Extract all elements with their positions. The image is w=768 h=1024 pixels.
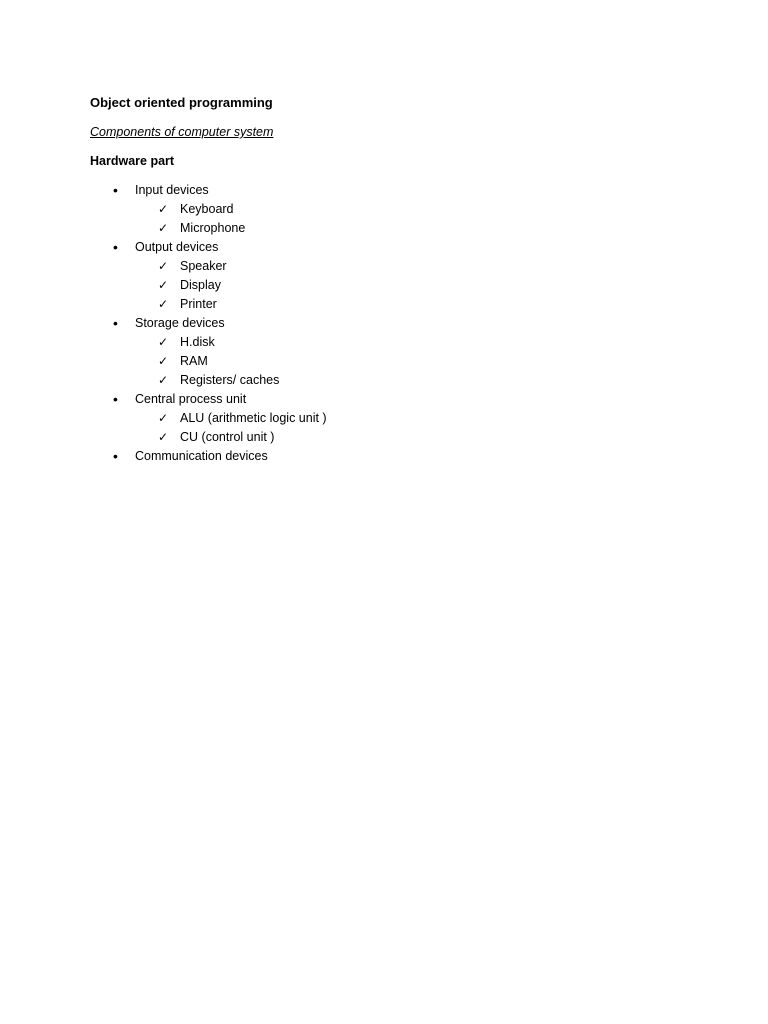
section-heading: Hardware part (90, 154, 175, 168)
bullet-icon: • (113, 239, 118, 255)
sublist-item (135, 276, 768, 295)
sublist (135, 409, 768, 447)
sublist-item-label: H.disk (180, 335, 215, 349)
checkmark-icon: ✓ (158, 259, 169, 273)
sublist-item (135, 428, 768, 447)
document-subtitle: Components of computer system (90, 125, 274, 139)
list-item-storage-devices (90, 314, 768, 390)
sublist-item (135, 333, 768, 352)
sublist (135, 257, 768, 314)
checkmark-icon: ✓ (158, 297, 169, 311)
list-item-input-devices (90, 181, 768, 238)
component-list (90, 181, 768, 466)
checkmark-icon: ✓ (158, 373, 169, 387)
sublist-item (135, 257, 768, 276)
sublist-item-label: ALU (arithmetic logic unit ) (180, 411, 327, 425)
checkmark-icon: ✓ (158, 278, 169, 292)
checkmark-icon: ✓ (158, 202, 169, 216)
sublist-item-label: CU (control unit ) (180, 430, 275, 444)
sublist-item-label: Microphone (180, 221, 246, 235)
sublist-item-label: Display (180, 278, 221, 292)
list-item-label: Central process unit (135, 392, 247, 406)
sublist (135, 200, 768, 238)
checkmark-icon: ✓ (158, 221, 169, 235)
bullet-icon: • (113, 391, 118, 407)
bullet-icon: • (113, 448, 118, 464)
list-item-label: Communication devices (135, 449, 268, 463)
list-item-output-devices (90, 238, 768, 314)
document-title: Object oriented programming (90, 95, 273, 110)
checkmark-icon: ✓ (158, 354, 169, 368)
checkmark-icon: ✓ (158, 411, 169, 425)
sublist-item-label: Printer (180, 297, 217, 311)
bullet-icon: • (113, 182, 118, 198)
sublist-item-label: Speaker (180, 259, 227, 273)
sublist-item-label: Keyboard (180, 202, 234, 216)
sublist-item-label: RAM (180, 354, 208, 368)
checkmark-icon: ✓ (158, 335, 169, 349)
sublist-item (135, 295, 768, 314)
sublist-item (135, 219, 768, 238)
sublist-item (135, 409, 768, 428)
sublist-item (135, 371, 768, 390)
checkmark-icon: ✓ (158, 430, 169, 444)
sublist-item-label: Registers/ caches (180, 373, 280, 387)
list-item-label: Storage devices (135, 316, 225, 330)
list-item-central-process-unit (90, 390, 768, 447)
list-item-label: Input devices (135, 183, 209, 197)
list-item-label: Output devices (135, 240, 219, 254)
list-item-communication-devices (90, 447, 768, 466)
bullet-icon: • (113, 315, 118, 331)
sublist-item (135, 200, 768, 219)
sublist-item (135, 352, 768, 371)
sublist (135, 333, 768, 390)
